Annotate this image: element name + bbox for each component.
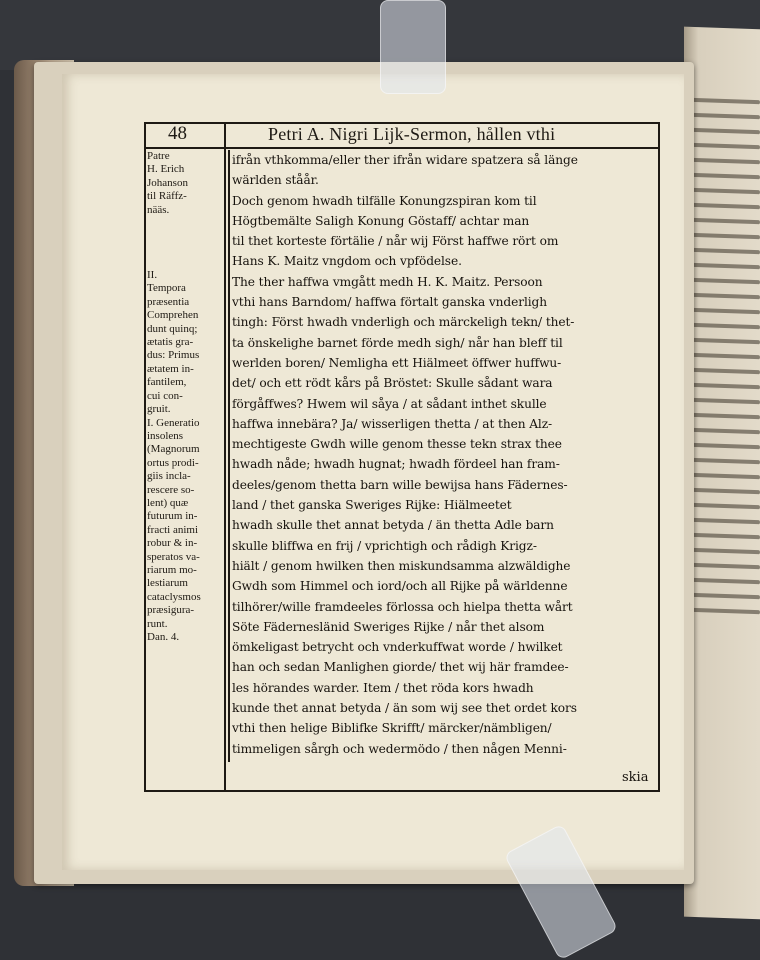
- text-line: deeles/genom thetta barn wille bewijsa hans Fädernes-: [232, 477, 568, 492]
- catchword: skia: [622, 770, 649, 785]
- margin-note-line: lent) quæ: [147, 496, 189, 509]
- margin-note-line: Patre: [147, 150, 170, 162]
- margin-note-line: riarum mo-: [147, 563, 197, 576]
- text-line: vthi hans Barndom/ haffwa förtalt ganska vnderligh: [232, 295, 548, 310]
- text-line: timmeligen sårgh och wedermödo / then någen Menni-: [232, 741, 567, 756]
- text-line: kunde thet annat betyda / än som wij see thet ordet kors: [232, 701, 577, 716]
- margin-note-line: ortus prodi-: [147, 456, 199, 469]
- text-line: det/ och ett rödt kårs på Bröstet: Skulle sådant wara: [232, 376, 553, 391]
- margin-note-line: dunt quinq;: [147, 322, 198, 335]
- margin-note-line: I. Generatio: [147, 416, 200, 429]
- text-line: haffwa innebära? Ja/ wisserligen thetta / at then Alz-: [232, 416, 553, 431]
- text-line: hwadh skulle thet annat betyda / än thetta Adle barn: [232, 518, 554, 533]
- margin-note-line: giis incla-: [147, 470, 191, 483]
- margin-note-line: cui con-: [147, 389, 183, 402]
- facing-page-text: [690, 87, 760, 625]
- text-line: Högtbemälte Saligh Konung Göstaff/ achtar man: [232, 213, 530, 228]
- margin-note-line: præsentia: [147, 295, 190, 308]
- margin-note-line: lestiarum: [147, 577, 188, 590]
- margin-note-line: ætatis gra-: [147, 336, 194, 349]
- text-line: Söte Fäderneslänid Sweriges Rijke / når thet alsom: [232, 619, 545, 634]
- margin-note-line: H. Erich: [147, 163, 185, 176]
- margin-note-line: robur & in-: [147, 537, 198, 550]
- margin-note-line: runt.: [147, 617, 168, 630]
- margin-note-line: cataclysmos: [147, 590, 201, 603]
- margin-note-line: ætatem in-: [147, 362, 194, 375]
- margin-note-line: gruit.: [147, 403, 171, 416]
- text-line: ömkeligast betrycht och vnderkuffwat worde / hwilket: [232, 640, 563, 655]
- text-line: ifrån vthkomma/eller ther ifrån widare spatzera så länge: [232, 153, 578, 167]
- margin-note-line: Tempora: [147, 282, 186, 295]
- margin-note-line: futurum in-: [147, 510, 198, 523]
- margin-note-line: Dan. 4.: [147, 631, 180, 643]
- header-rule: [144, 147, 658, 149]
- margin-note-line: fantilem,: [147, 376, 187, 389]
- text-line: ta önskelighe barnet förde medh sigh/ når han bleff til: [232, 335, 563, 350]
- margin-note-patre: [147, 150, 225, 217]
- facing-page: [684, 27, 760, 920]
- margin-note-line: til Räffz-: [147, 190, 187, 203]
- margin-note-line: nääs.: [147, 203, 170, 216]
- text-line: hiält / genom hwilken then miskundsamma alzwäldighe: [232, 558, 571, 573]
- text-column-rule: [228, 150, 230, 762]
- text-line: förgåffwes? Hwem wil såya / at sådant inthet skulle: [232, 396, 547, 411]
- margin-notes: [147, 150, 225, 644]
- margin-note-line: præsigura-: [147, 604, 195, 617]
- margin-note-line: Johanson: [147, 176, 188, 189]
- text-line: werlden boren/ Nemligha ett Hiälmeet öffwer huffwu-: [232, 355, 562, 370]
- margin-note-line: dus: Primus: [147, 349, 200, 362]
- margin-note-tempora: [147, 269, 225, 644]
- text-line: Gwdh som Himmel och iord/och all Rijke på wärldenne: [232, 579, 568, 594]
- text-line: les hörandes warder. Item / thet röda kors hwadh: [232, 680, 534, 695]
- margin-note-line: speratos va-: [147, 550, 200, 563]
- text-line: Doch genom hwadh tilfälle Konungzspiran kom til: [232, 193, 537, 208]
- text-line: vthi then helige Biblifke Skrifft/ märcker/nämbligen/: [232, 721, 552, 736]
- text-line: The ther haffwa vmgått medh H. K. Maitz. Persoon: [232, 274, 543, 289]
- text-line: wärlden ståår.: [232, 173, 319, 188]
- page-number: 48: [168, 123, 187, 144]
- page-clip-top: [380, 0, 446, 94]
- text-line: til thet korteste förtälie / når wij Först haffwe rört om: [232, 234, 559, 249]
- margin-note-line: II.: [147, 269, 158, 282]
- margin-note-line: Comprehen: [147, 309, 199, 322]
- text-line: mechtigeste Gwdh wille genom thesse tekn strax thee: [232, 437, 562, 452]
- text-line: Hans K. Maitz vngdom och vpfödelse.: [232, 254, 462, 269]
- body-text: [232, 150, 656, 759]
- margin-note-line: rescere so-: [147, 483, 195, 496]
- text-line: skulle bliffwa en frij / vprichtigh och rådigh Krigz-: [232, 538, 537, 553]
- text-line: tilhörer/wille framdeeles förlossa och hielpa thetta wårt: [232, 599, 573, 614]
- running-head: Petri A. Nigri Lijk-Sermon, hållen vthi: [268, 124, 556, 144]
- text-line: tingh: Först hwadh vnderligh och märckeligh tekn/ thet-: [232, 315, 575, 330]
- margin-note-line: insolens: [147, 429, 184, 442]
- margin-note-line: fracti animi: [147, 523, 199, 536]
- text-line: han och sedan Manlighen giorde/ thet wij här framdee-: [232, 660, 569, 675]
- margin-note-line: (Magnorum: [147, 443, 200, 456]
- text-line: hwadh nåde; hwadh hugnat; hwadh fördeel han fram-: [232, 457, 560, 472]
- text-line: land / thet ganska Sweriges Rijke: Hiälmeetet: [232, 498, 512, 513]
